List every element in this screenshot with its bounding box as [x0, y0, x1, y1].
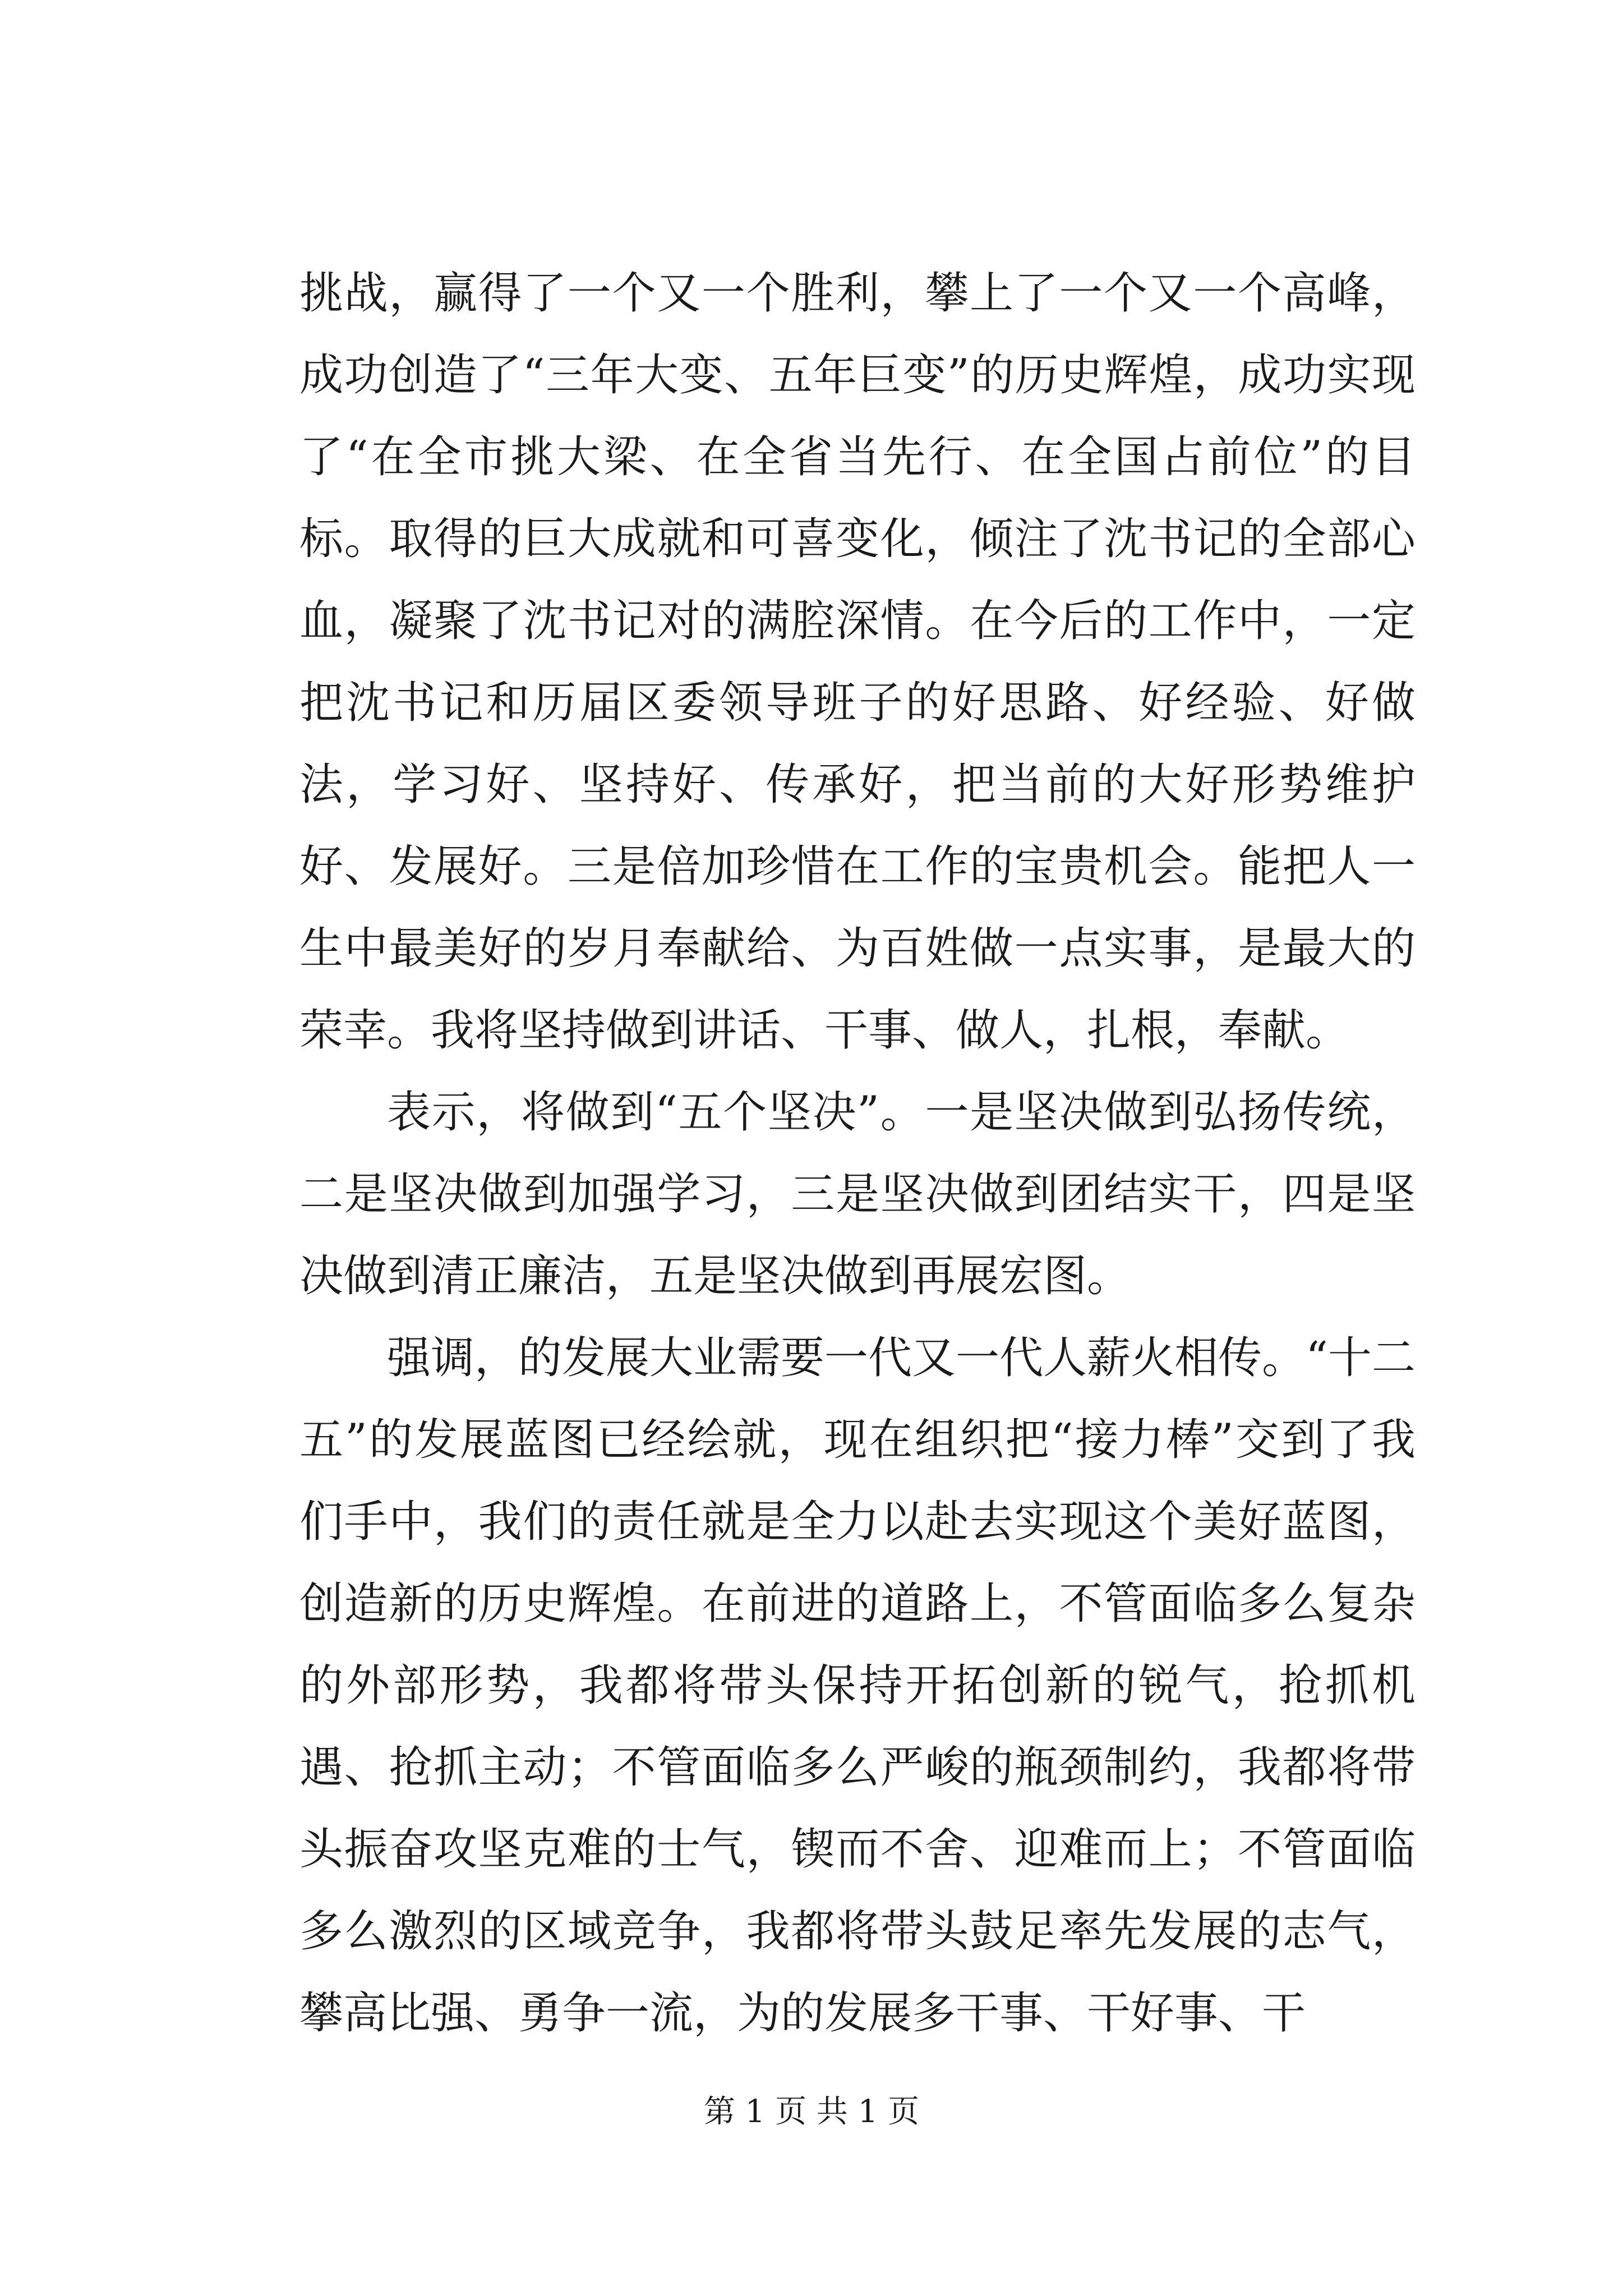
document-body: [299, 252, 1415, 2054]
paragraph-2: 表示，将做到“五个坚决”。一是坚决做到弘扬传统，二是坚决做到加强学习，三是坚决做到团结实干，四是坚决做到清正廉洁，五是坚决做到再展宏图。: [299, 1087, 1415, 1301]
paragraph-1: 挑战，赢得了一个又一个胜利，攀上了一个又一个高峰，成功创造了“三年大变、五年巨变”的历史辉煌，成功实现了“在全市挑大梁、在全省当先行、在全国占前位”的目标。取得的巨大成就和可喜变化，倾注了沈书记的全部心血，凝聚了沈书记对的满腔深情。在今后的工作中，一定把沈书记和历届区委领导班子的好思路、好经验、好做法，学习好、坚持好、传承好，把当前的大好形势维护好、发展好。三是倍加珍惜在工作的宝贵机会。能把人一生中最美好的岁月奉献给、为百姓做一点实事，是最大的荣幸。我将坚持做到讲话、干事、做人，扎根，奉献。: [299, 268, 1415, 1056]
page-footer: 第 1 页 共 1 页: [703, 2093, 920, 2130]
paragraph-3: 强调，的发展大业需要一代又一代人薪火相传。“十二五”的发展蓝图已经绘就，现在组织把“接力棒”交到了我们手中，我们的责任就是全力以赴去实现这个美好蓝图，创造新的历史辉煌。在前进的道路上，不管面临多么复杂的外部形势，我都将带头保持开拓创新的锐气，抢抓机遇、抢抓主动；不管面临多么严峻的瓶颈制约，我都将带头振奋攻坚克难的士气，锲而不舍、迎难而上；不管面临多么激烈的区域竞争，我都将带头鼓足率先发展的志气，攀高比强、勇争一流，为的发展多干事、干好事、干: [299, 1333, 1415, 2039]
